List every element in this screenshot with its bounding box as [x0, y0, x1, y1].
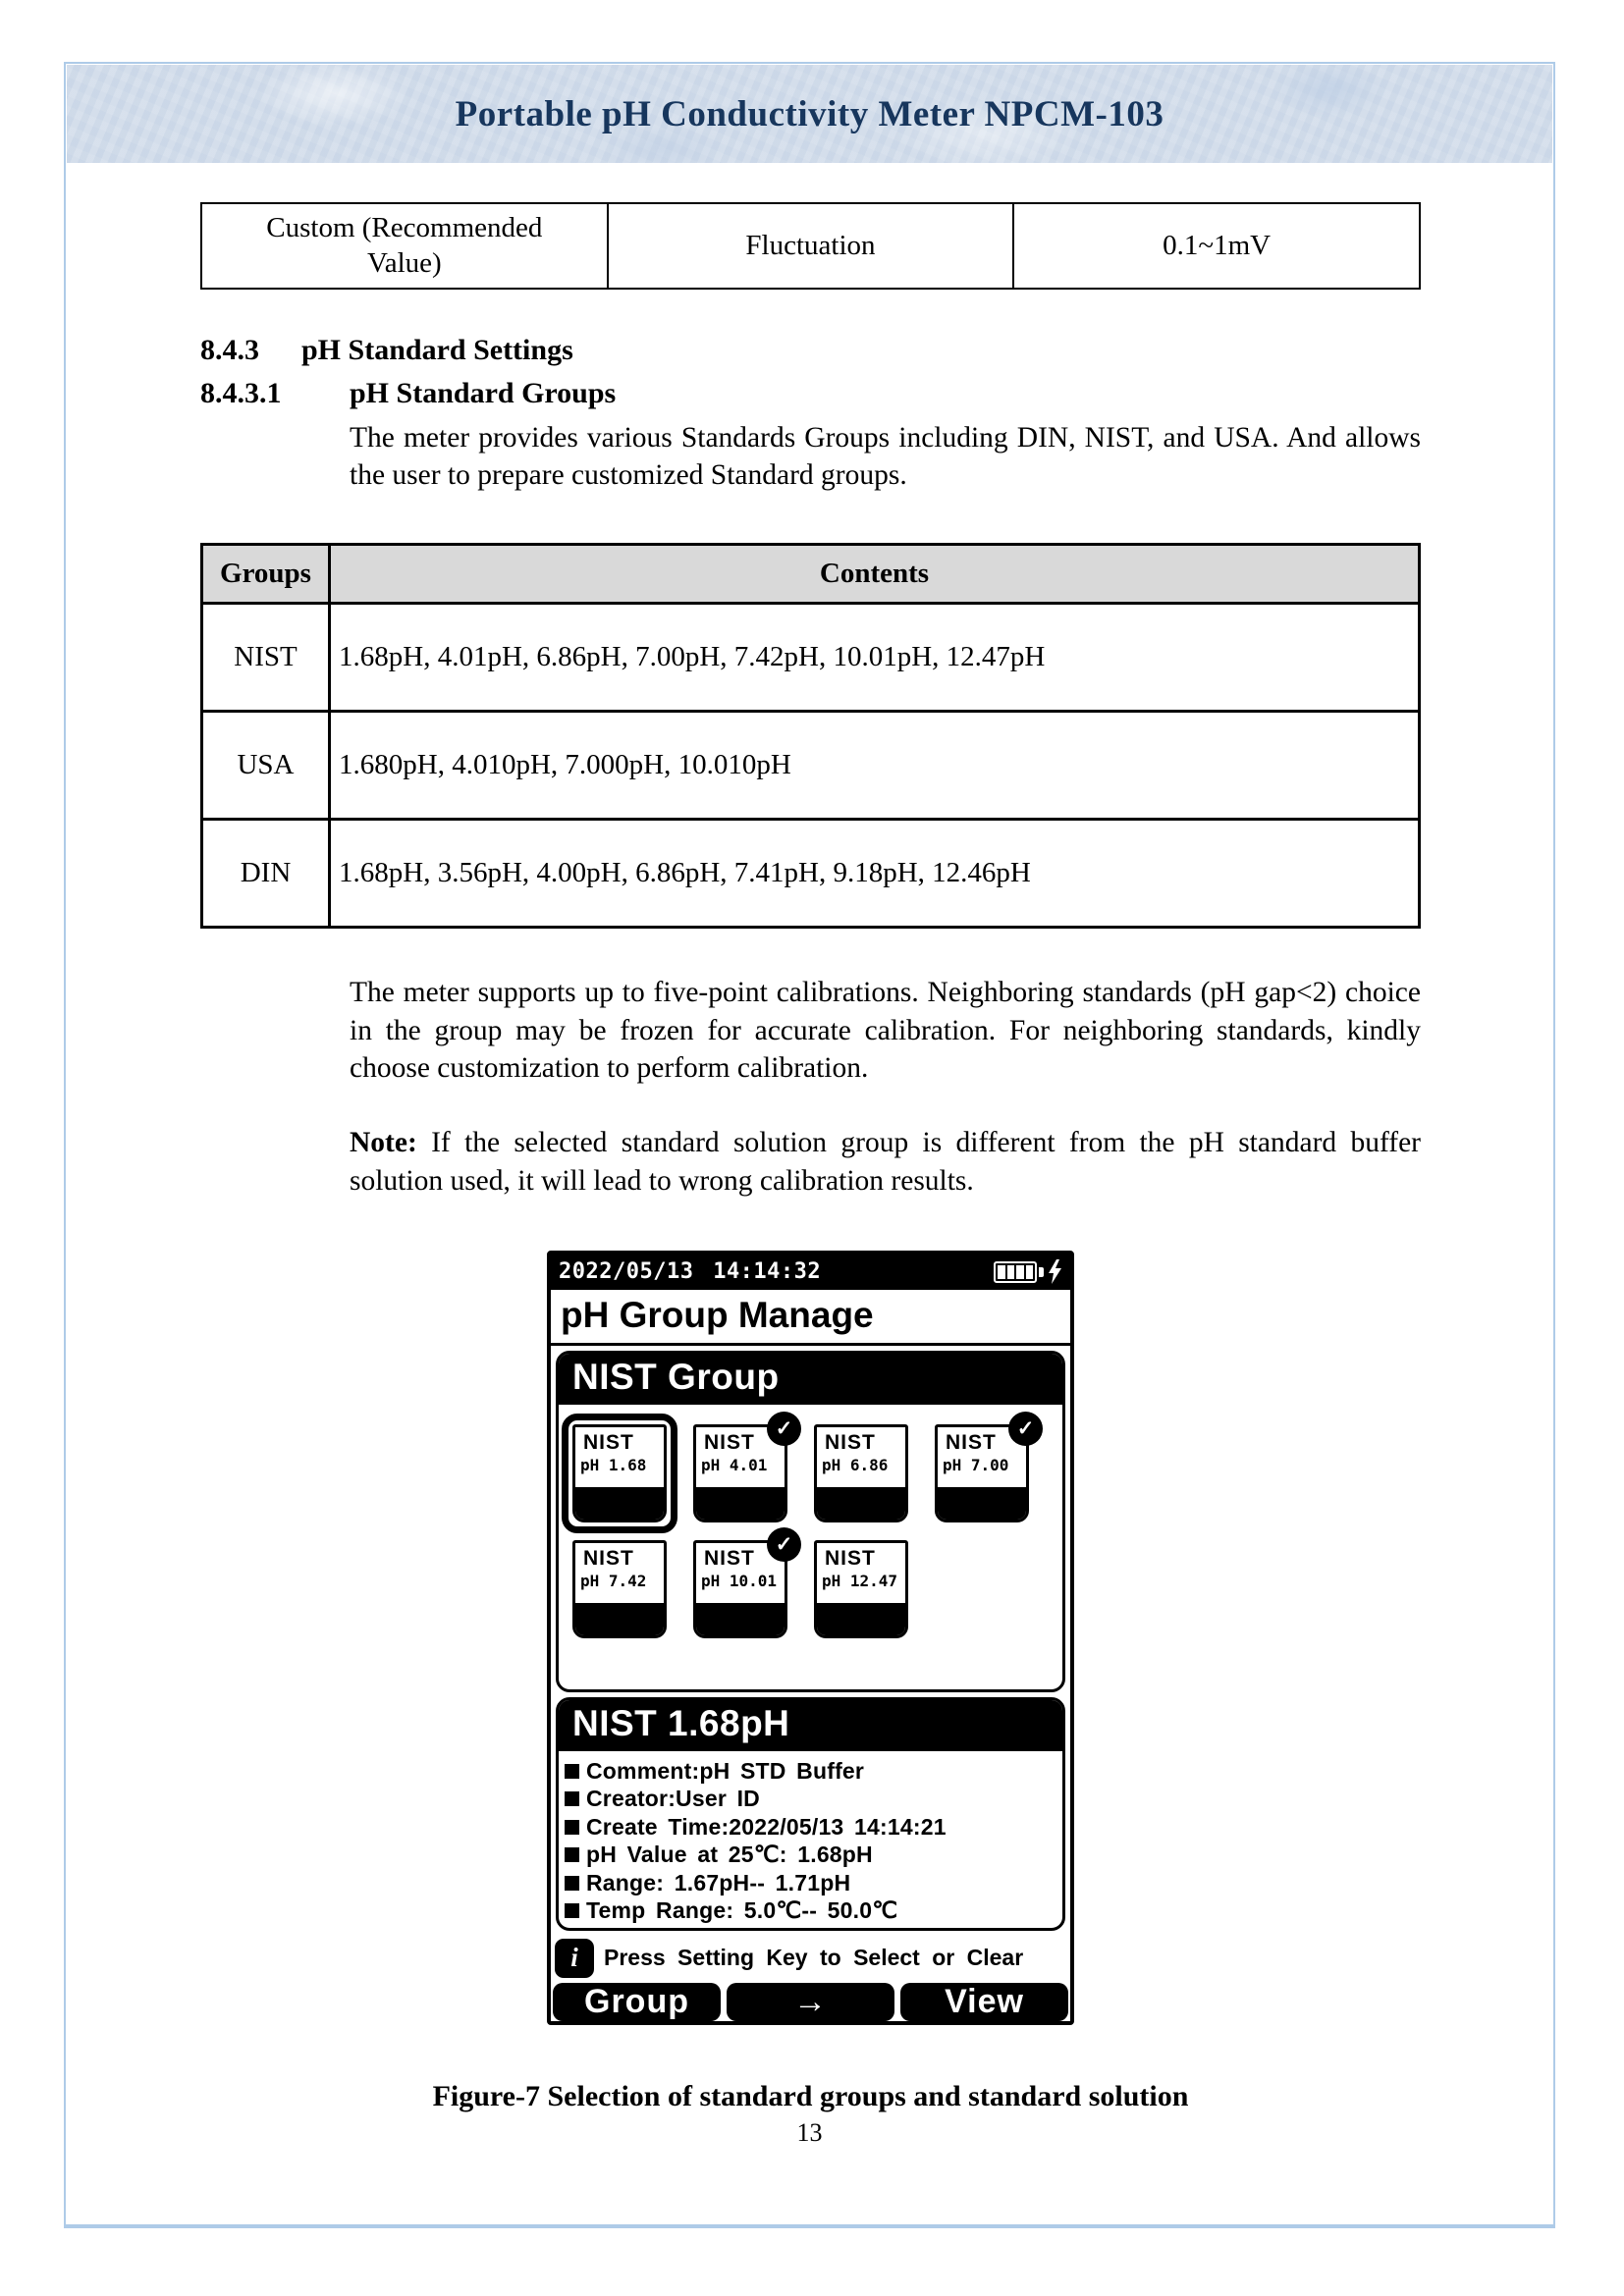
- fluctuation-spec-table: [200, 202, 1421, 290]
- beaker-liquid: [696, 1603, 785, 1635]
- detail-text: Creator:User ID: [586, 1786, 760, 1812]
- group-contents-cell: 1.68pH, 4.01pH, 6.86pH, 7.00pH, 7.42pH, 10.01pH, 12.47pH: [330, 604, 1420, 712]
- device-arrow-button: →: [727, 1983, 894, 2021]
- detail-text: Temp Range: 5.0℃-- 50.0℃: [586, 1897, 898, 1924]
- detail-line-temp-range: [565, 1896, 1056, 1925]
- note-label: Note:: [350, 1127, 417, 1159]
- beaker-icon: [814, 1424, 908, 1522]
- group-panel-header: NIST Group: [559, 1354, 1062, 1405]
- beaker-liquid: [817, 1487, 905, 1520]
- section-heading-8-4-3: [200, 333, 1421, 368]
- device-status-bar: [551, 1255, 1070, 1290]
- group-contents-cell: 1.680pH, 4.010pH, 7.000pH, 10.010pH: [330, 712, 1420, 820]
- spec-value-cell: 0.1~1mV: [1013, 203, 1420, 289]
- beaker-liquid: [938, 1487, 1026, 1520]
- check-icon: ✓: [767, 1412, 801, 1446]
- beaker-ph-value: pH 4.01: [701, 1455, 768, 1474]
- check-icon: ✓: [1008, 1412, 1043, 1446]
- section-number: 8.4.3.1: [200, 376, 282, 409]
- beaker-label: NIST: [704, 1430, 755, 1454]
- beaker-ph-value: pH 7.42: [580, 1571, 647, 1590]
- table-header-row: [202, 545, 1420, 604]
- document-title: Portable pH Conductivity Meter NPCM-103: [455, 93, 1164, 134]
- page-content: [66, 202, 1553, 2113]
- contents-column-header: Contents: [330, 545, 1420, 604]
- detail-text: Create Time:2022/05/13 14:14:21: [586, 1813, 947, 1840]
- table-row-nist: [202, 604, 1420, 712]
- figure-caption: Figure-7 Selection of standard groups and standard solution: [432, 2079, 1189, 2112]
- beaker-grid: [559, 1405, 1062, 1648]
- device-datetime: 2022/05/13 14:14:32: [559, 1259, 822, 1285]
- lightning-bolt-icon: [1048, 1259, 1062, 1284]
- note-body: If the selected standard solution group is different from the pH standard buffer solution used, it will lead to wrong calibration results.: [350, 1127, 1421, 1197]
- beaker-ph-12-47: [814, 1540, 908, 1638]
- beaker-ph-value: pH 7.00: [943, 1455, 1009, 1474]
- battery-charging-icon: [994, 1259, 1062, 1284]
- group-contents-cell: 1.68pH, 3.56pH, 4.00pH, 6.86pH, 7.41pH, 9.18pH, 12.46pH: [330, 820, 1420, 928]
- note-paragraph: [350, 1124, 1421, 1200]
- section-title: pH Standard Groups: [350, 376, 617, 409]
- beaker-ph-value: pH 10.01: [701, 1571, 778, 1590]
- detail-line-comment: [565, 1757, 1056, 1786]
- detail-text: pH Value at 25℃: 1.68pH: [586, 1842, 873, 1868]
- beaker-liquid: [575, 1487, 664, 1520]
- beaker-label: NIST: [704, 1546, 755, 1570]
- figure-7: [547, 1251, 1074, 2025]
- beaker-ph-10-01: [693, 1532, 793, 1638]
- section-title: pH Standard Settings: [301, 333, 573, 366]
- page-number: 13: [796, 2118, 823, 2147]
- device-group-button: Group: [553, 1983, 721, 2021]
- bullet-square-icon: [565, 1847, 579, 1862]
- bullet-square-icon: [565, 1876, 579, 1891]
- detail-line-create-time: [565, 1813, 1056, 1842]
- beaker-label: NIST: [825, 1546, 876, 1570]
- detail-panel-header: NIST 1.68pH: [559, 1700, 1062, 1751]
- device-screen-figure: [547, 1251, 1074, 2025]
- battery-nub: [1039, 1267, 1044, 1277]
- table-row: [201, 203, 1420, 289]
- bullet-square-icon: [565, 1903, 579, 1918]
- battery-body: [994, 1261, 1037, 1283]
- detail-panel: [556, 1697, 1065, 1931]
- intro-paragraph: The meter provides various Standards Groups including DIN, NIST, and USA. And allows the user to prepare customized Standard groups.: [350, 421, 1421, 491]
- group-name-cell: DIN: [202, 820, 330, 928]
- detail-line-creator: [565, 1785, 1056, 1813]
- detail-text: Range: 1.67pH-- 1.71pH: [586, 1869, 851, 1896]
- beaker-ph-value: pH 1.68: [580, 1455, 647, 1474]
- bullet-square-icon: [565, 1820, 579, 1835]
- table-row-usa: [202, 712, 1420, 820]
- group-name-cell: USA: [202, 712, 330, 820]
- device-screen-title: pH Group Manage: [551, 1290, 1070, 1346]
- detail-text: Comment:pH STD Buffer: [586, 1757, 865, 1784]
- spec-name-cell: Fluctuation: [608, 203, 1014, 289]
- beaker-liquid: [696, 1487, 785, 1520]
- beaker-ph-value: pH 12.47: [822, 1571, 898, 1590]
- beaker-ph-value: pH 6.86: [822, 1455, 889, 1474]
- beaker-icon: [572, 1540, 667, 1638]
- device-button-row: [551, 1981, 1070, 2025]
- section-heading-8-4-3-1: [200, 376, 1421, 411]
- info-icon: i: [555, 1939, 594, 1978]
- beaker-ph-4-01: [693, 1416, 793, 1522]
- bullet-square-icon: [565, 1764, 579, 1779]
- calibration-paragraph: The meter supports up to five-point calibrations. Neighboring standards (pH gap<2) choice in the group may be frozen for accurate calibration. For neighboring standards, kindly choose customization to perform calibration.: [350, 977, 1421, 1084]
- beaker-liquid: [575, 1603, 664, 1635]
- beaker-ph-6-86: [814, 1424, 908, 1522]
- groups-column-header: Groups: [202, 545, 330, 604]
- section-number: 8.4.3: [200, 333, 259, 366]
- table-row-din: [202, 820, 1420, 928]
- beaker-icon: [572, 1424, 667, 1522]
- beaker-ph-1-68: [572, 1424, 667, 1522]
- hint-row: [551, 1936, 1070, 1981]
- hint-text: Press Setting Key to Select or Clear: [604, 1945, 1024, 1971]
- beaker-icon: [814, 1540, 908, 1638]
- header-banner: [67, 65, 1552, 163]
- page-frame: [64, 62, 1555, 2228]
- group-panel: [556, 1351, 1065, 1692]
- beaker-ph-7-00: [935, 1416, 1035, 1522]
- beaker-ph-7-42: [572, 1540, 667, 1638]
- bullet-square-icon: [565, 1791, 579, 1806]
- beaker-label: NIST: [825, 1430, 876, 1454]
- beaker-label: NIST: [946, 1430, 997, 1454]
- device-view-button: View: [900, 1983, 1068, 2021]
- detail-line-ph-value: [565, 1841, 1056, 1869]
- detail-lines: [559, 1751, 1062, 1925]
- detail-line-range: [565, 1869, 1056, 1897]
- beaker-label: NIST: [583, 1430, 634, 1454]
- standard-groups-table: [200, 543, 1421, 929]
- beaker-label: NIST: [583, 1546, 634, 1570]
- beaker-liquid: [817, 1603, 905, 1635]
- check-icon: ✓: [767, 1527, 801, 1562]
- spec-parameter-cell: Custom (Recommended Value): [201, 203, 608, 289]
- group-name-cell: NIST: [202, 604, 330, 712]
